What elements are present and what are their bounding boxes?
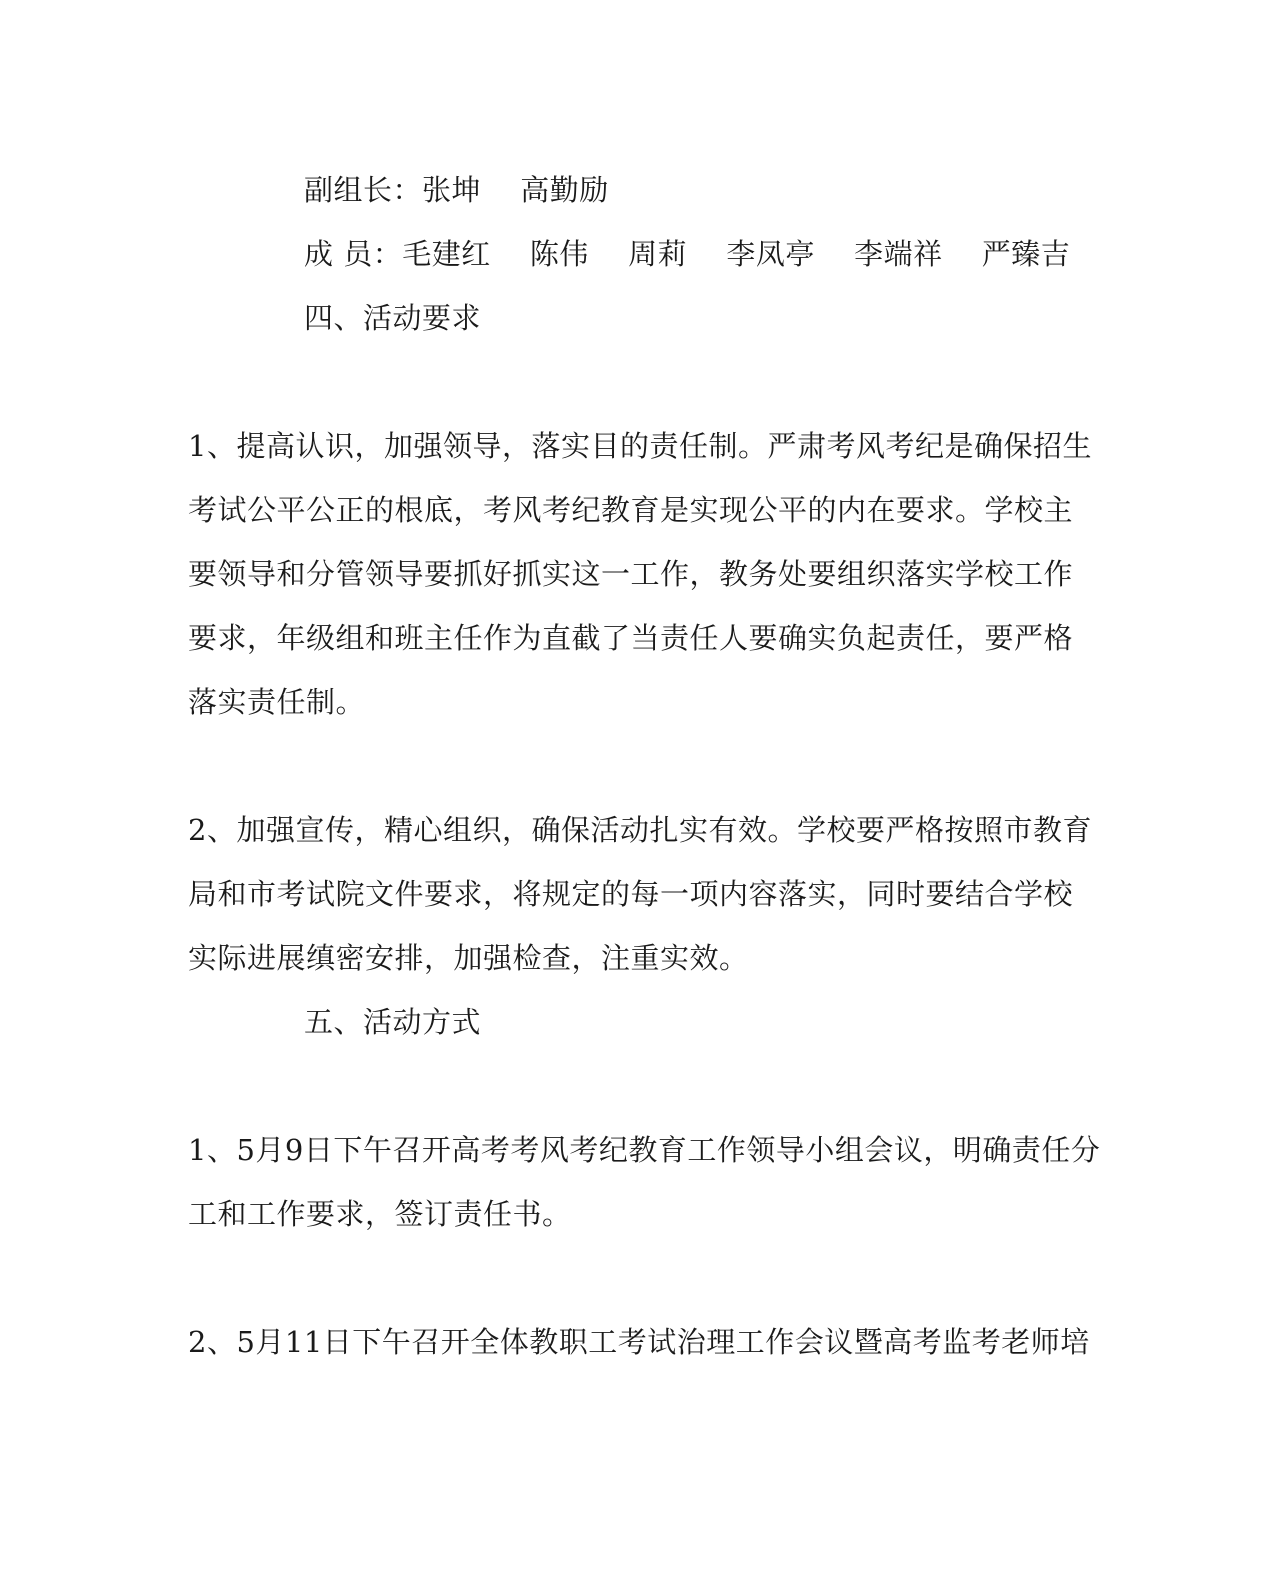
vice-leaders-line: 副组长：张坤 高勤励 — [304, 173, 609, 207]
paragraph-line: 要领导和分管领导要抓好抓实这一工作，教务处要组织落实学校工作 — [188, 557, 1074, 591]
paragraph-line: 工和工作要求，签订责任书。 — [188, 1197, 572, 1231]
paragraph-line: 要求，年级组和班主任作为直截了当责任人要确实负起责任，要严格 — [188, 621, 1074, 655]
paragraph-line: 2、5月11日下午召开全体教职工考试治理工作会议暨高考监考老师培 — [188, 1325, 1090, 1359]
paragraph-line: 考试公平公正的根底，考风考纪教育是实现公平的内在要求。学校主 — [188, 493, 1074, 527]
members-line: 成 员：毛建红 陈伟 周莉 李凤亭 李端祥 严臻吉 — [304, 237, 1071, 271]
paragraph-line: 局和市考试院文件要求，将规定的每一项内容落实，同时要结合学校 — [188, 877, 1074, 911]
paragraph-line: 实际进展缜密安排，加强检查，注重实效。 — [188, 941, 749, 975]
paragraph-line: 1、5月9日下午召开高考考风考纪教育工作领导小组会议，明确责任分 — [188, 1133, 1101, 1167]
paragraph-line: 1、提高认识，加强领导，落实目的责任制。严肃考风考纪是确保招生 — [188, 429, 1092, 463]
section-heading-5: 五、活动方式 — [304, 1005, 482, 1039]
section-heading-4: 四、活动要求 — [304, 301, 482, 335]
paragraph-line: 落实责任制。 — [188, 685, 366, 719]
paragraph-line: 2、加强宣传，精心组织，确保活动扎实有效。学校要严格按照市教育 — [188, 813, 1092, 847]
